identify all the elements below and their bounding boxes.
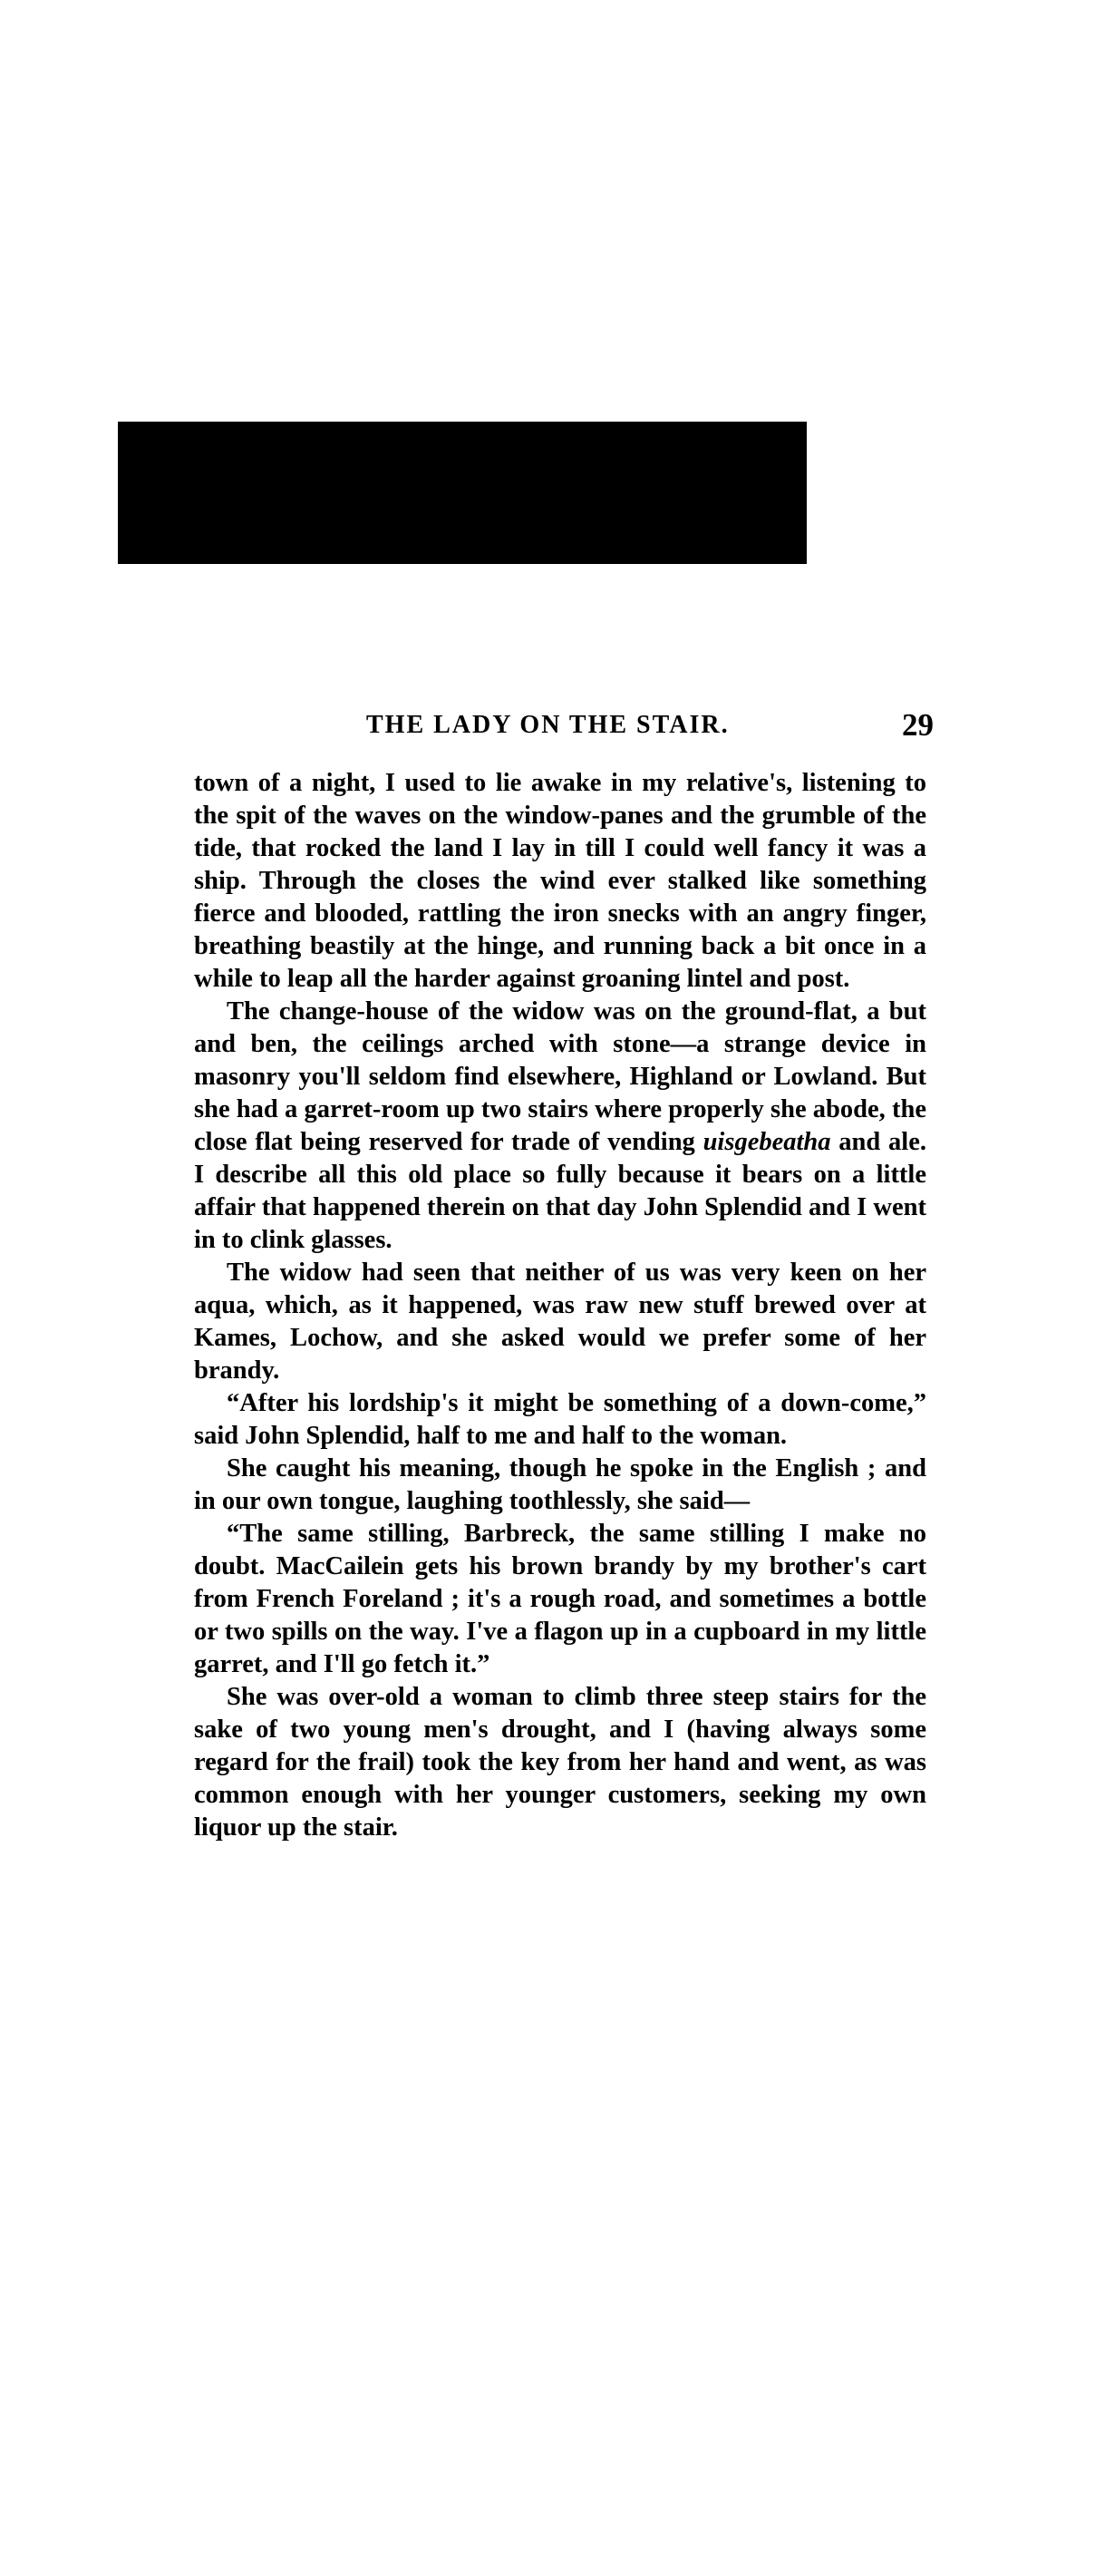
paragraph-2-part-2: and ale. I describe all this old place so fully because it bears on a little affair that happened therein on that day John Splendid and I went in to clink glasses. (194, 1128, 926, 1254)
paragraph-2 (194, 996, 926, 1257)
paragraph-7: She was over-old a woman to climb three steep stairs for the sake of two young men's drought, and I (having always some regard for the frail) took the key from her hand and went, as was common enough with her younger customers, seeking my own liquor up the stair. (194, 1683, 926, 1842)
paragraph-4: “After his lordship's it might be something of a down-come,” said John Splendid, half to me and half to the woman. (194, 1389, 926, 1450)
paragraph-6: “The same stilling, Barbreck, the same stilling I make no doubt. MacCailein gets his brown brandy by my brother's cart from French Foreland ; it's a rough road, and sometimes a bottle or two spills on the way. I've a flagon up in a cupboard in my little garret, and I'll go fetch it.” (194, 1520, 926, 1678)
paragraph-2-part-1: The change-house of the widow was on the ground-flat, a but and ben, the ceilings arched with stone—a strange device in masonry you'll seldom find elsewhere, Highland or Lowland. But she had a garret-room up two stairs where properly she abode, the close flat being reserved for trade of vending (194, 997, 926, 1156)
paragraph-5: She caught his meaning, though he spoke in the English ; and in our own tongue, laughing toothlessly, she said— (194, 1454, 926, 1515)
paragraph-1: town of a night, I used to lie awake in my relative's, listening to the spit of the waves on the window-panes and the grumble of the tide, that rocked the land I lay in till I could well fancy it was a ship. Through the closes the wind ever stalked like something fierce and blooded, rattling the iron snecks with an angry finger, breathing beastily at the hinge, and running back a bit once in a while to leap all the harder against groaning lintel and post. (194, 769, 926, 993)
paragraph-3: The widow had seen that neither of us was very keen on her aqua, which, as it happened, was raw new stuff brewed over at Kames, Lochow, and she asked would we prefer some of her brandy. (194, 1259, 926, 1385)
running-title: THE LADY ON THE STAIR. (366, 711, 730, 739)
running-head (194, 707, 934, 747)
italic-term: uisgebeatha (703, 1128, 831, 1156)
page-number: 29 (902, 707, 934, 743)
body-text (194, 767, 926, 1844)
redaction-block (118, 422, 807, 564)
